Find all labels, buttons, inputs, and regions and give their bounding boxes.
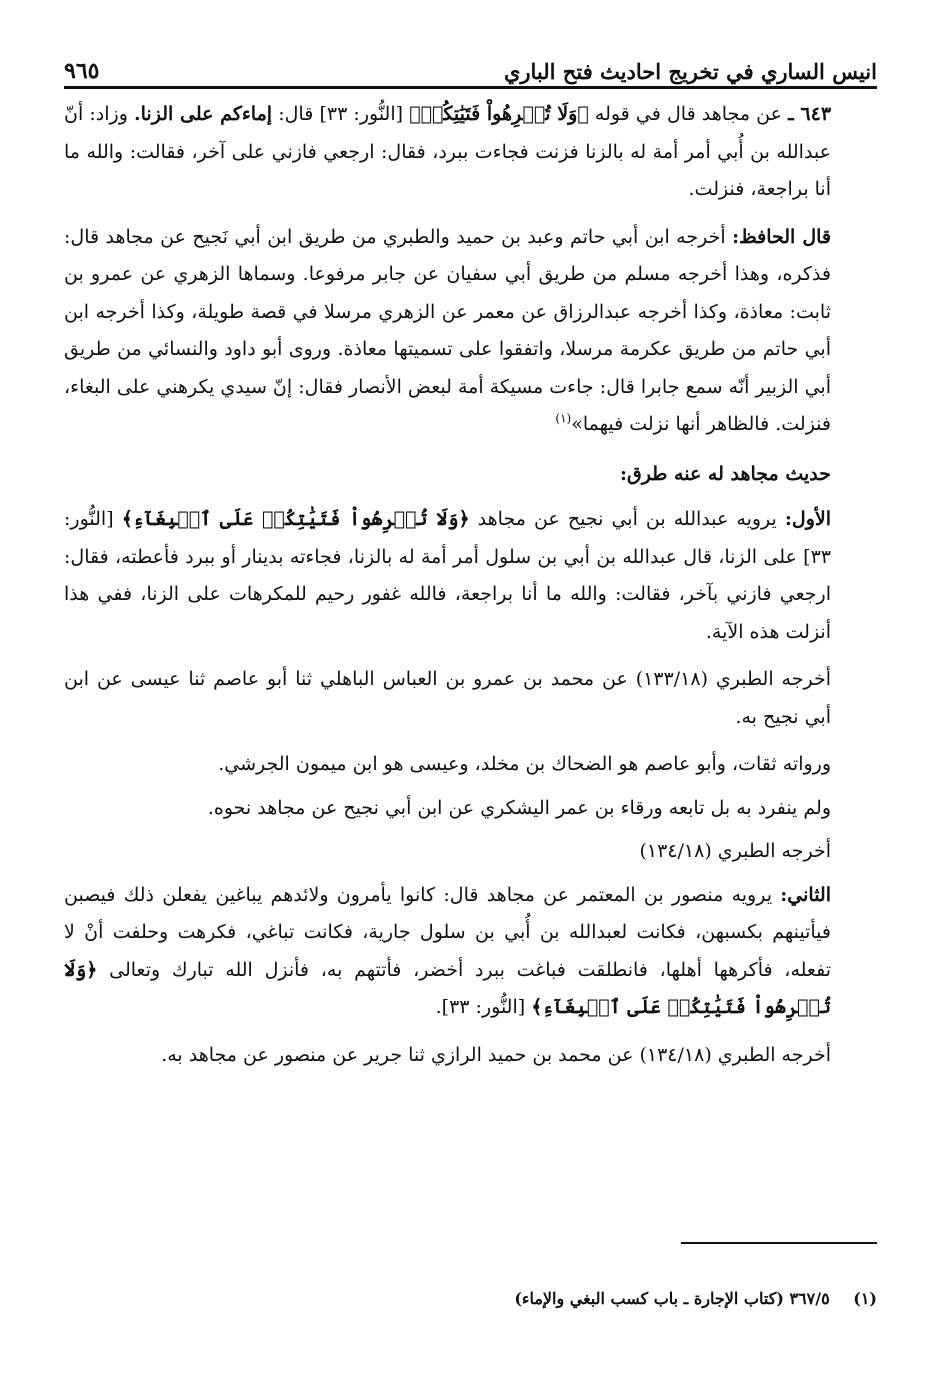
hadith-643 [64,96,877,209]
corroboration-note: ولم ينفرد به بل تابعه ورقاء بن عمر اليشكري عن ابن أبي نجيح عن مجاهد نحوه. [207,796,831,819]
takhrij-paragraph-2: أخرجه الطبري (١٣٤/١٨) عن محمد بن حميد الرازي ثنا جرير عن منصور عن مجاهد به. [161,1043,831,1066]
quran-verse: ﴿وَلَا تُكۡرِهُواْ فَتَيَٰتِكُمۡ عَلَى ٱلۡبِغَآءِ﴾ [121,508,470,530]
commentary-text: أخرجه ابن أبي حاتم وعبد بن حميد والطبري من طريق ابن أبي نَجيح عن مجاهد قال: فذكره، وهذا أخرجه مسلم من طريق أبي سفيان عن جابر مرفوعا. وسماها الزهري عن عمرو بن ثابت: معاذة، وكذا أخرجه عبدالرزاق عن معمر عن الزهري مرسلا في قصة طويلة، وكذا أخرجه ابن أبي حاتم من طريق عكرمة مرسلا، واتفقوا على تسميتها معاذة. وروى أبو داود والنسائي من طريق أبي الزبير أنّه سمع جابرا قال: جاءت مسيكة أمة لبعض الأنصار فقال: إنّ سيدي يكرهني على البغاء، فنزلت. فالظاهر أنها نزلت فيهما» [64,225,831,435]
page-number: ٩٦٥ [64,58,100,84]
hafiz-commentary [64,219,877,444]
footnote-reference: (١) [555,411,572,426]
second-route-label: الثاني: [780,883,831,906]
takhrij-paragraph: أخرجه الطبري (١٣٣/١٨) عن محمد بن عمرو بن العباس الباهلي ثنا أبو عاصم ثنا عيسى عن ابن أبي نجيح به. [64,668,831,728]
header-rule [64,86,877,89]
first-route-text-b: [النُّور: ٣٣] على الزنا، قال عبدالله بن أبي بن سلول أمر أمة له بالزنا، فجاءته بدينار أو ببرد فأعطته، فقال: ارجعي فازني بآخر، فقالت: والله ما أنا براجعة، فالله غفور رحيم للمكرهات على الزنا، ففي هذا أنزلت هذه الآية. [64,508,831,643]
takhrij-short: أخرجه الطبري (١٣٤/١٨) [639,840,831,862]
hadith-text-a: عن مجاهد قال في قوله [594,103,782,125]
hadith-text-c: وزاد: أنّ عبدالله بن أُبي أمر أمة له بالزنا فزنت فجاءت ببرد، فقال: ارجعي فازني على آخر، فقالت: والله ما أنا براجعة، فنزلت. [64,103,831,200]
second-route-text-a: يرويه منصور بن المعتمر عن مجاهد قال: كانوا يأمرون ولائدهم يباغين يفعلن ذلك فيصبن فيأتينهم بكسبهن، فكانت لعبدالله بن أُبي بن سلول جارية، فكانت تباغي، فكرهت وحلفت أنْ لا تفعله، فأكرهها أهلها، فانطلقت فباغت ببرد أخضر، فأتتهم به، فأنزل الله تبارك وتعالى [64,883,831,981]
footnote-rule [681,1242,877,1244]
running-title: انيس الساري في تخريج احاديث فتح الباري [503,59,877,84]
second-route [64,877,877,1027]
hadith-bold-text: إماءكم على الزنا. [134,103,273,125]
main-text [64,96,877,1084]
hadith-number: ٦٤٣ ـ [788,103,832,125]
quran-verse: ﴿وَلَا تُكۡرِهُواْ فَتَيَٰتِكُمۡ﴾ [409,103,589,125]
second-route-text-b: [النُّور: ٣٣]. [435,996,526,1018]
commentary-label: قال الحافظ: [732,225,831,248]
first-route [64,501,877,651]
footnote-number: (١) [853,1289,877,1308]
footnote-text: ٣٦٧/٥ (كتاب الإجارة ـ باب كسب البغي والإماء) [514,1289,830,1308]
page-header [64,40,877,82]
first-route-label: الأول: [784,508,832,530]
footnote [64,1284,877,1314]
verse-reference: [النُّور: ٣٣] قال: [278,103,404,125]
quran-verse: ﴿وَلَا تُكۡرِهُواْ فَتَيَٰتِكُمۡ عَلَى ٱلۡبِغَآءِ﴾ [64,958,831,1018]
section-heading: حديث مجاهد له عنه طرق: [620,462,831,485]
narrators-note: ورواته ثقات، وأبو عاصم هو الضحاك بن مخلد، وعيسى هو ابن ميمون الجرشي. [218,753,831,775]
first-route-text-a: يرويه عبدالله بن أبي نجيح عن مجاهد [477,508,777,530]
